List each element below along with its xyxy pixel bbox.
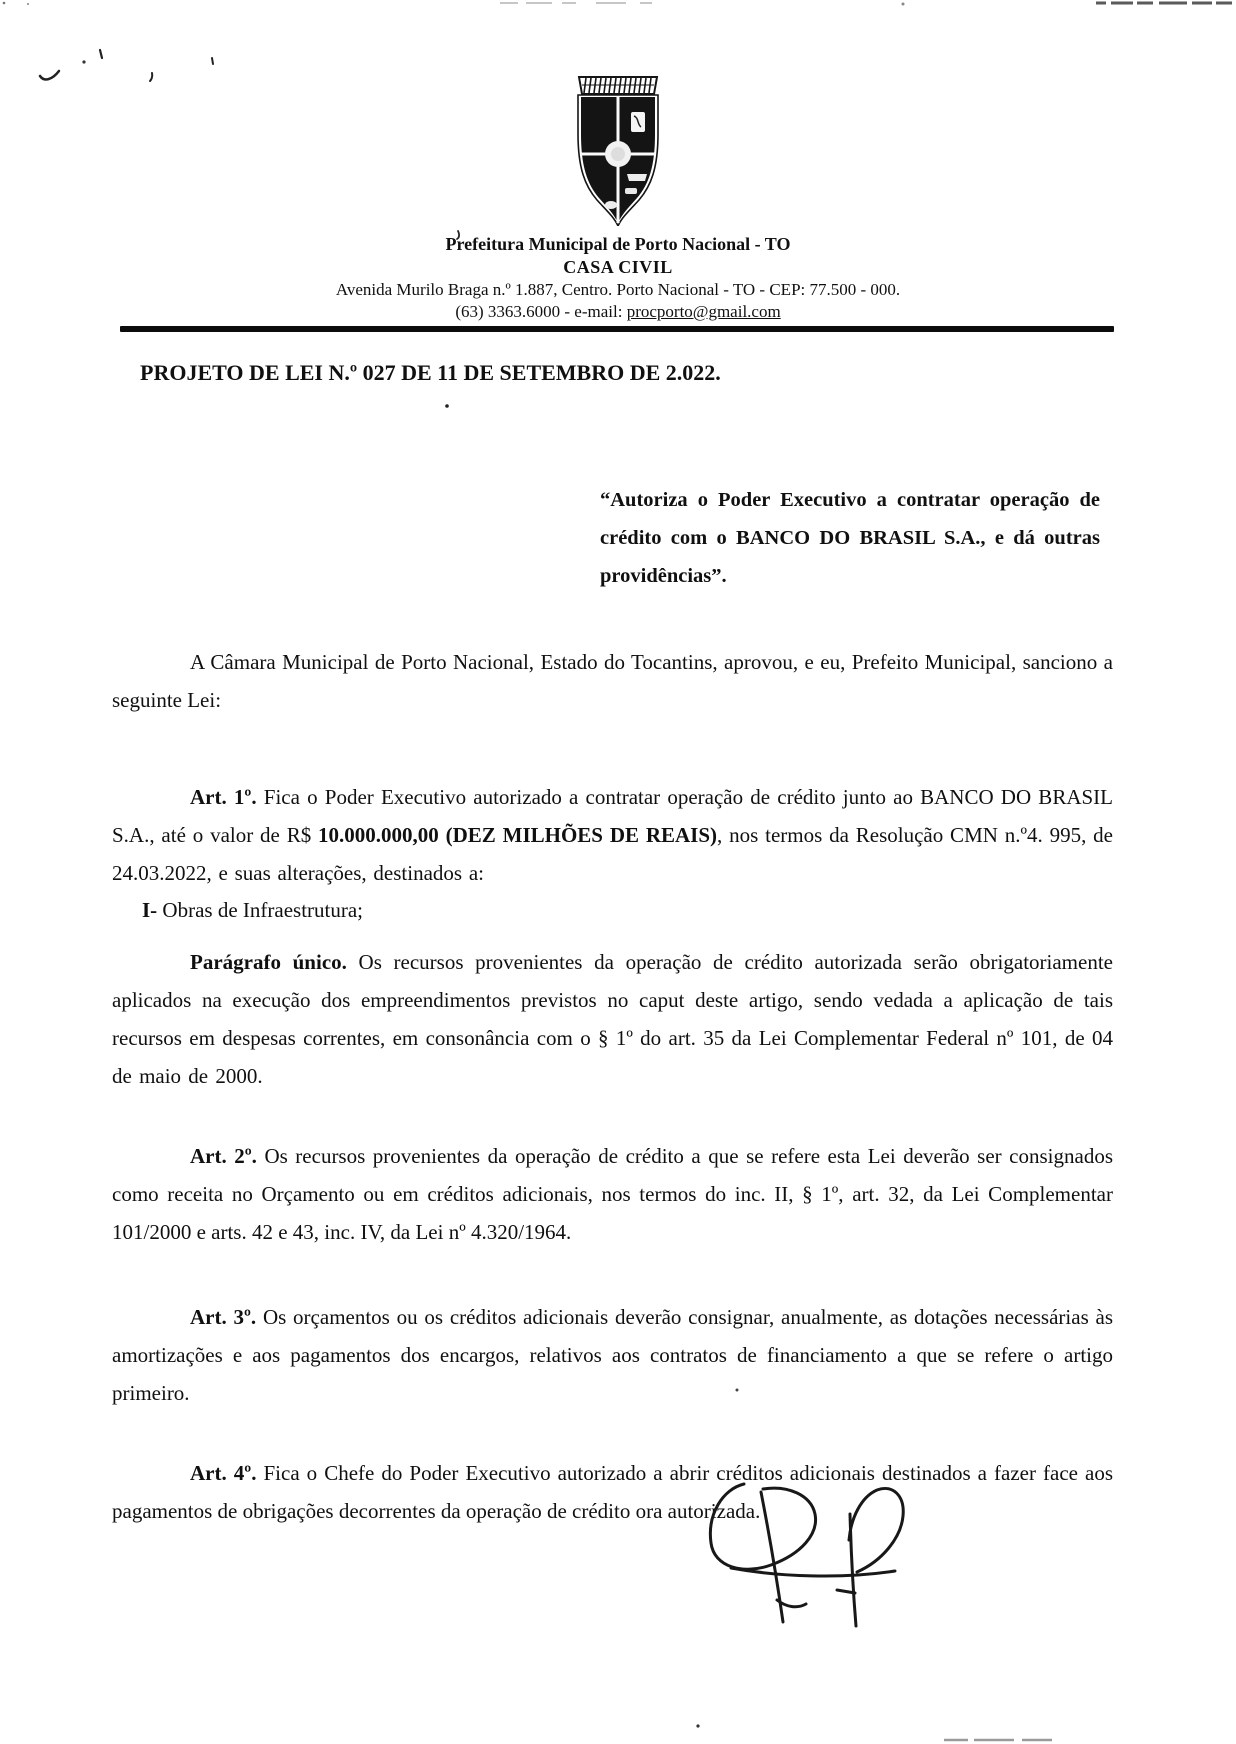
sole-paragraph-text: Os recursos provenientes da operação de crédito autorizada serão obrigatoriamente aplicados na execução dos empreendimentos previstos no caput deste artigo, sendo vedada a aplicação de tais recursos em despesas correntes, em consonância com o § 1º do art. 35 da Lei Complementar Federal nº 101, de 04 de maio de 2000. xyxy=(112,950,1113,1088)
article-4-paragraph xyxy=(112,1454,1113,1530)
article-3-label: Art. 3º. xyxy=(190,1305,257,1329)
article-1-paragraph xyxy=(112,778,1113,892)
handwritten-signature-scrawl xyxy=(698,1474,916,1634)
item-1-marker: I- xyxy=(142,898,158,922)
letterhead-divider xyxy=(120,326,1114,332)
letterhead-contact xyxy=(0,302,1236,322)
article-2-label: Art. 2º. xyxy=(190,1144,257,1168)
letterhead-organization: Prefeitura Municipal de Porto Nacional - TO xyxy=(445,234,791,254)
article-1-amount: 10.000.000,00 (DEZ MILHÕES DE REAIS) xyxy=(318,823,718,847)
article-3-text: Os orçamentos ou os créditos adicionais deverão consignar, anualmente, as dotações necessárias às amortizações e aos pagamentos dos encargos, relativos aos contratos de financiamento a que se refere o artigo primeiro. xyxy=(112,1305,1113,1405)
preamble-paragraph: A Câmara Municipal de Porto Nacional, Estado do Tocantins, aprovou, e eu, Prefeito Municipal, sanciono a seguinte Lei: xyxy=(112,650,1113,712)
article-2-text: Os recursos provenientes da operação de crédito a que se refere esta Lei deverão ser consignados como receita no Orçamento ou em créditos adicionais, nos termos do inc. II, § 1º, art. 32, da Lei Complementar 101/2000 e arts. 42 e 43, inc. IV, da Lei nº 4.320/1964. xyxy=(112,1144,1113,1244)
item-1-text: Obras de Infraestrutura; xyxy=(157,898,363,922)
article-4-label: Art. 4º. xyxy=(190,1461,257,1485)
letterhead-phone: (63) 3363.6000 - e-mail: xyxy=(455,302,627,321)
article-2-paragraph xyxy=(112,1137,1113,1251)
epigraph-quote: “Autoriza o Poder Executivo a contratar operação de crédito com o BANCO DO BRASIL S.A., e dá outras providências”. xyxy=(600,489,1100,587)
article-1-item-1 xyxy=(142,891,1042,929)
letterhead-email: procporto@gmail.com xyxy=(626,302,781,321)
article-1-label: Art. 1º. xyxy=(190,785,257,809)
article-3-paragraph xyxy=(112,1298,1113,1412)
document-title: PROJETO DE LEI N.º 027 DE 11 DE SETEMBRO DE 2.022. xyxy=(140,360,721,385)
letterhead-department: CASA CIVIL xyxy=(563,257,673,277)
sole-paragraph xyxy=(112,943,1113,1095)
letterhead-address: Avenida Murilo Braga n.º 1.887, Centro. Porto Nacional - TO - CEP: 77.500 - 000. xyxy=(335,280,901,299)
article-1-text-before-amount: Fica o Poder Executivo autorizado a contratar operação de crédito junto ao BANCO DO BRASIL S.A., até o valor de R$ xyxy=(112,785,1113,847)
municipal-coat-of-arms-icon xyxy=(559,74,677,226)
sole-paragraph-label: Parágrafo único. xyxy=(190,950,347,974)
article-1-text-after-amount: , nos termos da Resolução CMN n.º4. 995, de 24.03.2022, e suas alterações, destinados a: xyxy=(112,823,1113,885)
article-4-text: Fica o Chefe do Poder Executivo autorizado a abrir créditos adicionais destinados a fazer face aos pagamentos de obrigações decorrentes da operação de crédito ora autorizada. xyxy=(112,1461,1113,1523)
